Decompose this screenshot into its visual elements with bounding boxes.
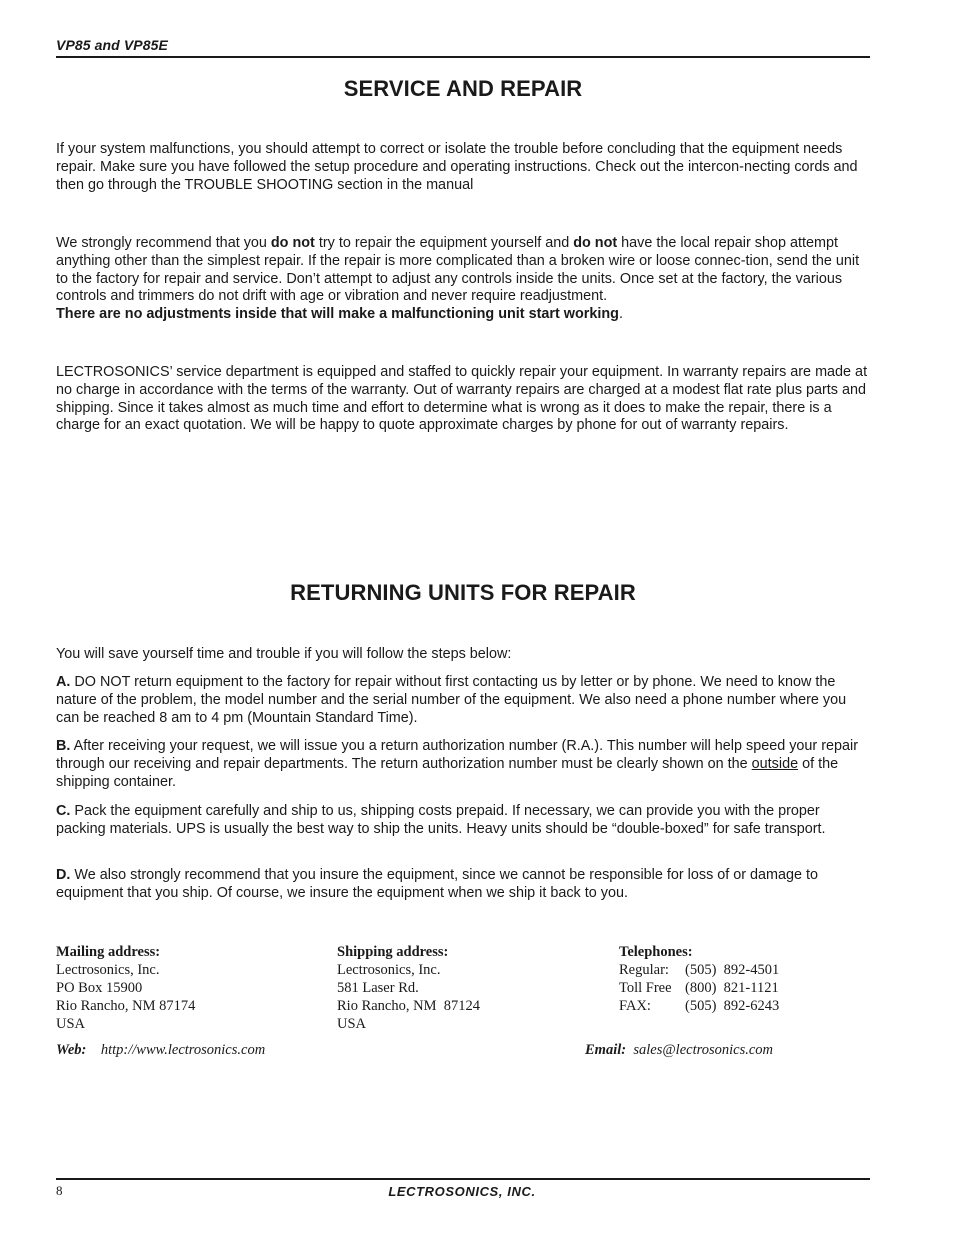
step-d	[56, 867, 870, 903]
underlined-outside: outside	[751, 755, 799, 772]
mailing-line: Lectrosonics, Inc.	[56, 962, 160, 978]
shipping-line: Rio Rancho, NM 87124	[337, 998, 480, 1014]
page-number: 8	[56, 1183, 63, 1198]
step-text: DO NOT return equipment to the factory for repair without first contacting us by letter or by phone. We need to know the nature of the problem, the model number and the serial number of the equipment. We also need a phone number where you can be reached 8 am to 4 pm (Mountain Standard Time).	[56, 674, 847, 726]
step-text-after: of the shipping container.	[56, 755, 839, 790]
service-paragraph-1: If your system malfunctions, you should attempt to correct or isolate the trouble before concluding that the equipment needs repair. Make sure you have followed the setup procedure and operating instructions. Check out the intercon-necting cords and then go through the TROUBLE SHOOTING section in the manual	[56, 141, 858, 193]
service-heading: SERVICE AND REPAIR	[343, 76, 583, 101]
text-run: have the local repair shop attempt anything other than the simplest repair. If the repair is more complicated than a broken wire or loose connec-tion, send the unit to the factory for repair and service. Don’t attempt to adjust any controls inside the units. Once set at the factory, the various controls and trimmers do not drift with age or vibration and never require readjustment.	[56, 235, 860, 305]
step-letter: A.	[56, 674, 71, 690]
header-rule	[56, 56, 870, 58]
shipping-address	[337, 943, 480, 1033]
telephone-label: Toll Free	[619, 980, 672, 996]
mailing-title: Mailing address:	[56, 944, 161, 960]
step-letter: B.	[56, 738, 71, 754]
web-link[interactable]: http://www.lectrosonics.com	[100, 1042, 266, 1058]
service-paragraph-2	[56, 235, 870, 324]
email-link[interactable]: sales@lectrosonics.com	[633, 1042, 773, 1058]
step-letter: D.	[56, 867, 71, 883]
web-label: Web:	[56, 1042, 87, 1058]
bold-do-not: do not	[573, 235, 618, 251]
shipping-title: Shipping address:	[337, 944, 449, 960]
text-run: try to repair the equipment yourself and	[314, 235, 574, 251]
step-b	[56, 738, 870, 791]
email-contact	[585, 1042, 773, 1059]
web-contact	[56, 1042, 265, 1059]
telephone-number: (505) 892-6243	[685, 998, 780, 1014]
returning-intro: You will save yourself time and trouble if you will follow the steps below:	[56, 646, 512, 662]
telephone-row	[619, 961, 779, 979]
text-run: We strongly recommend that you	[56, 235, 271, 251]
step-letter: C.	[56, 803, 71, 819]
bold-do-not: do not	[270, 235, 315, 251]
step-text: Pack the equipment carefully and ship to us, shipping costs prepaid. If necessary, we can provide you with the proper packing materials. UPS is usually the best way to ship the units. Heavy units should be “double-boxed” for safe transport.	[56, 803, 826, 837]
step-a	[56, 674, 870, 727]
step-text: We also strongly recommend that you insure the equipment, since we cannot be responsible for loss of or damage to equipment that you ship. Of course, we insure the equipment when we ship it back to you.	[56, 867, 819, 901]
shipping-line: Lectrosonics, Inc.	[337, 962, 441, 978]
telephone-row	[619, 997, 779, 1015]
returning-heading: RETURNING UNITS FOR REPAIR	[290, 580, 636, 605]
telephone-number: (800) 821-1121	[685, 980, 779, 996]
telephones	[619, 943, 779, 1015]
service-paragraph-3: LECTROSONICS’ service department is equipped and staffed to quickly repair your equipment. In warranty repairs are made at no charge in accordance with the terms of the warranty. Out of warranty repairs are charged at a modest flat rate plus parts and shipping. Since it takes almost as much time and effort to determine what is wrong as it does to make the repair, there is a charge for an exact quotation. We will be happy to quote approximate charges by phone for out of warranty repairs.	[56, 364, 868, 434]
step-c	[56, 803, 870, 839]
mailing-line: Rio Rancho, NM 87174	[56, 998, 196, 1014]
mailing-line: PO Box 15900	[56, 980, 143, 996]
telephones-title: Telephones:	[619, 944, 693, 960]
mailing-line: USA	[56, 1016, 86, 1032]
footer-brand: LECTROSONICS, INC.	[388, 1184, 536, 1199]
bold-warning: There are no adjustments inside that will make a malfunctioning unit start working	[56, 306, 619, 323]
telephone-label: Regular:	[619, 962, 669, 978]
telephone-row	[619, 979, 779, 997]
shipping-line: USA	[337, 1016, 367, 1032]
document-title: VP85 and VP85E	[56, 37, 168, 53]
email-label: Email:	[585, 1042, 627, 1058]
footer-rule	[56, 1178, 870, 1180]
telephone-label: FAX:	[619, 998, 651, 1014]
shipping-line: 581 Laser Rd.	[337, 980, 419, 996]
mailing-address	[56, 943, 195, 1033]
step-text: After receiving your request, we will issue you a return authorization number (R.A.). This number will help speed your repair through our receiving and repair departments. The return authorization number must be clearly shown on the	[56, 738, 858, 772]
telephone-number: (505) 892-4501	[685, 962, 780, 978]
text-run: .	[618, 306, 623, 323]
